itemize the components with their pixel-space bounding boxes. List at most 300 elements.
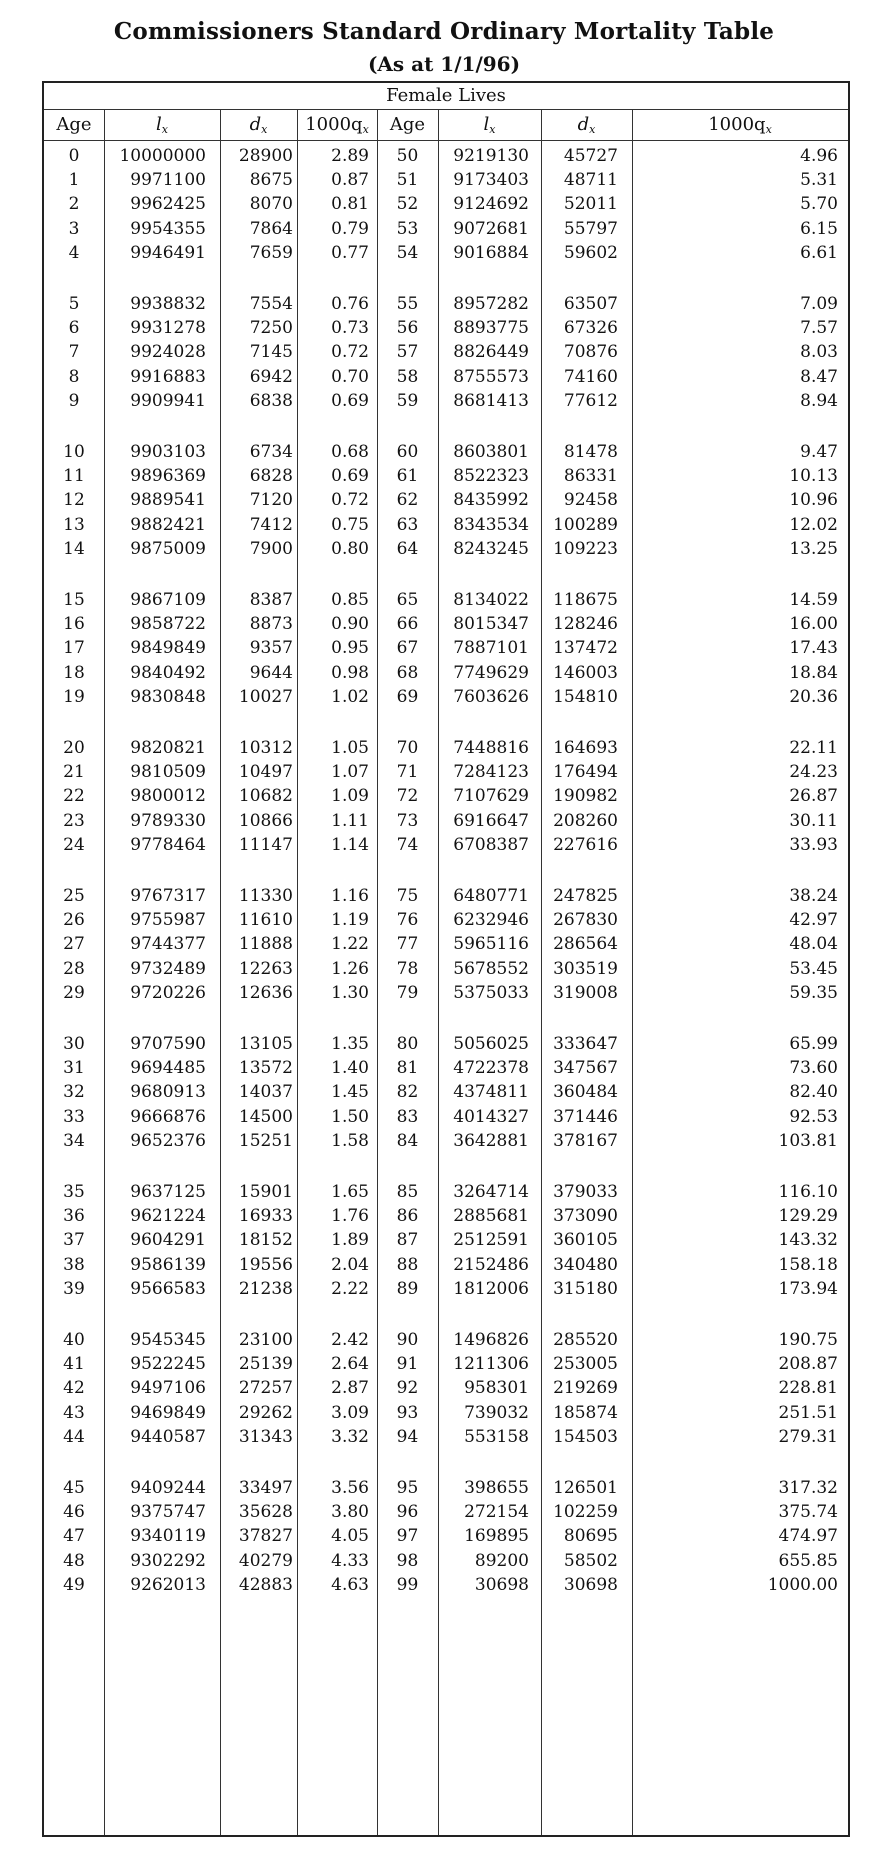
cell-dx-left: 11147 — [238, 834, 293, 855]
cell-dx-right: 81478 — [563, 442, 618, 462]
cell-lx-right: 4014327 — [453, 1106, 529, 1127]
cell-dx-left: 7145 — [249, 342, 293, 363]
cell-qx-right: 129.29 — [778, 1206, 838, 1227]
cell-qx-right: 279.31 — [778, 1426, 838, 1447]
cell-dx-left: 6828 — [249, 466, 293, 487]
cell-qx-left: 3.80 — [331, 1502, 369, 1523]
header-subscript: x — [161, 123, 168, 136]
cell-lx-left: 9778464 — [130, 834, 206, 855]
cell-age-right: 99 — [396, 1574, 419, 1595]
cell-dx-right: 154503 — [553, 1426, 618, 1447]
cell-age-left: 19 — [63, 686, 85, 707]
cell-qx-left: 3.32 — [331, 1426, 369, 1447]
cell-age-left: 23 — [63, 810, 85, 831]
cell-qx-left: 4.63 — [331, 1574, 369, 1595]
cell-dx-right: 109223 — [553, 538, 618, 559]
cell-dx-left: 33497 — [238, 1478, 293, 1498]
cell-qx-right: 158.18 — [778, 1254, 838, 1275]
cell-qx-left: 4.05 — [331, 1526, 369, 1547]
cell-dx-left: 7900 — [249, 538, 293, 559]
cell-lx-left: 9566583 — [130, 1278, 206, 1299]
cell-age-right: 64 — [396, 538, 419, 559]
cell-age-right: 75 — [396, 886, 419, 906]
cell-qx-right: 42.97 — [789, 910, 838, 931]
cell-age-right: 82 — [396, 1082, 419, 1103]
cell-age-left: 39 — [63, 1278, 85, 1299]
cell-dx-left: 14500 — [238, 1106, 293, 1127]
cell-lx-right: 8755573 — [453, 366, 529, 387]
cell-lx-left: 9680913 — [130, 1082, 206, 1103]
cell-age-right: 70 — [396, 738, 419, 758]
cell-dx-left: 7250 — [249, 318, 293, 339]
cell-dx-left: 11610 — [238, 910, 293, 931]
mortality-table — [42, 81, 850, 1837]
cell-dx-right: 340480 — [553, 1254, 618, 1275]
cell-qx-right: 655.85 — [778, 1550, 838, 1571]
header-dx-left — [220, 110, 297, 140]
cell-qx-right: 82.40 — [789, 1082, 838, 1103]
cell-qx-right: 375.74 — [778, 1502, 838, 1523]
cell-qx-right: 48.04 — [789, 934, 838, 955]
cell-qx-left: 2.89 — [331, 146, 369, 166]
cell-age-right: 66 — [396, 614, 419, 635]
header-lx-left — [104, 110, 220, 140]
cell-age-right: 87 — [396, 1230, 419, 1251]
cell-dx-right: 360484 — [553, 1082, 618, 1103]
cell-age-right: 94 — [396, 1426, 419, 1447]
cell-lx-left: 9962425 — [130, 194, 206, 215]
header-symbol: d — [249, 114, 262, 135]
cell-age-right: 63 — [396, 514, 419, 535]
cell-age-left: 44 — [63, 1426, 85, 1447]
cell-lx-left: 9732489 — [130, 958, 206, 979]
cell-dx-right: 190982 — [553, 786, 618, 807]
cell-dx-right: 154810 — [553, 686, 618, 707]
cell-qx-right: 190.75 — [778, 1330, 838, 1350]
cell-dx-right: 347567 — [553, 1058, 618, 1079]
cell-dx-right: 30698 — [563, 1574, 618, 1595]
cell-age-right: 74 — [396, 834, 419, 855]
cell-lx-right: 5056025 — [453, 1034, 529, 1054]
cell-qx-right: 24.23 — [789, 762, 838, 783]
cell-dx-right: 371446 — [553, 1106, 618, 1127]
cell-qx-right: 16.00 — [789, 614, 838, 635]
cell-age-right: 92 — [396, 1378, 419, 1399]
cell-lx-right: 1496826 — [453, 1330, 529, 1350]
cell-dx-left: 16933 — [238, 1206, 293, 1227]
cell-dx-left: 25139 — [238, 1354, 293, 1375]
cell-age-right: 95 — [396, 1478, 419, 1498]
cell-dx-left: 6734 — [249, 442, 293, 462]
cell-qx-left: 1.26 — [331, 958, 369, 979]
cell-dx-right: 176494 — [553, 762, 618, 783]
cell-qx-left: 0.90 — [331, 614, 369, 635]
cell-age-right: 80 — [396, 1034, 419, 1054]
cell-age-left: 11 — [63, 466, 85, 487]
cell-age-left: 20 — [63, 738, 85, 758]
cell-lx-right: 7284123 — [453, 762, 529, 783]
cell-lx-right: 272154 — [464, 1502, 529, 1523]
cell-lx-right: 8826449 — [453, 342, 529, 363]
cell-lx-left: 9469849 — [130, 1402, 206, 1423]
header-divider — [44, 140, 848, 141]
cell-qx-right: 251.51 — [778, 1402, 838, 1423]
cell-dx-right: 70876 — [563, 342, 618, 363]
cell-lx-right: 4722378 — [453, 1058, 529, 1079]
cell-lx-left: 9767317 — [130, 886, 206, 906]
cell-dx-left: 13105 — [238, 1034, 293, 1054]
header-1000qx-left — [297, 110, 377, 140]
cell-qx-right: 10.96 — [789, 490, 838, 511]
cell-age-left: 40 — [63, 1330, 85, 1350]
cell-age-right: 56 — [396, 318, 419, 339]
header-age-left: Age — [56, 114, 92, 135]
cell-lx-left: 9867109 — [130, 590, 206, 610]
cell-dx-right: 48711 — [563, 170, 618, 191]
cell-qx-right: 173.94 — [778, 1278, 838, 1299]
cell-qx-left: 3.56 — [331, 1478, 369, 1498]
cell-age-left: 18 — [63, 662, 85, 683]
cell-qx-right: 33.93 — [789, 834, 838, 855]
cell-dx-right: 247825 — [553, 886, 618, 906]
header-symbol: 1000q — [305, 114, 363, 135]
cell-age-right: 91 — [396, 1354, 419, 1375]
cell-age-left: 21 — [63, 762, 85, 783]
cell-age-right: 76 — [396, 910, 419, 931]
cell-lx-left: 9707590 — [130, 1034, 206, 1054]
cell-qx-left: 0.68 — [331, 442, 369, 462]
cell-age-left: 3 — [68, 218, 80, 239]
cell-lx-left: 9858722 — [130, 614, 206, 635]
cell-lx-left: 9720226 — [130, 982, 206, 1003]
cell-dx-right: 253005 — [553, 1354, 618, 1375]
cell-dx-right: 126501 — [553, 1478, 618, 1498]
table-subtitle: (As at 1/1/96) — [367, 52, 521, 76]
cell-dx-right: 227616 — [553, 834, 618, 855]
cell-dx-left: 9644 — [249, 662, 293, 683]
cell-lx-right: 5375033 — [453, 982, 529, 1003]
cell-lx-left: 9946491 — [130, 242, 206, 263]
cell-dx-right: 52011 — [563, 194, 618, 215]
cell-dx-left: 40279 — [238, 1550, 293, 1571]
cell-dx-left: 18152 — [238, 1230, 293, 1251]
cell-age-left: 29 — [63, 982, 85, 1003]
cell-lx-right: 2152486 — [453, 1254, 529, 1275]
cell-lx-left: 9586139 — [130, 1254, 206, 1275]
cell-age-right: 83 — [396, 1106, 419, 1127]
cell-qx-left: 1.65 — [331, 1182, 369, 1202]
cell-lx-left: 9931278 — [130, 318, 206, 339]
cell-qx-right: 4.96 — [800, 146, 838, 166]
cell-dx-right: 164693 — [553, 738, 618, 758]
table-grid — [44, 110, 848, 1835]
cell-lx-right: 5965116 — [453, 934, 529, 955]
cell-qx-right: 8.03 — [800, 342, 838, 363]
cell-age-left: 42 — [63, 1378, 85, 1399]
cell-age-left: 16 — [63, 614, 85, 635]
cell-qx-left: 0.95 — [331, 638, 369, 659]
cell-age-right: 78 — [396, 958, 419, 979]
header-subscript: x — [261, 123, 268, 136]
cell-lx-left: 9744377 — [130, 934, 206, 955]
cell-lx-left: 9875009 — [130, 538, 206, 559]
cell-qx-right: 38.24 — [789, 886, 838, 906]
cell-dx-right: 267830 — [553, 910, 618, 931]
cell-qx-right: 73.60 — [789, 1058, 838, 1079]
cell-age-left: 17 — [63, 638, 85, 659]
cell-qx-right: 7.09 — [800, 294, 838, 314]
cell-dx-left: 11888 — [238, 934, 293, 955]
cell-dx-left: 27257 — [238, 1378, 293, 1399]
cell-qx-left: 0.81 — [331, 194, 369, 215]
cell-dx-right: 219269 — [553, 1378, 618, 1399]
cell-lx-left: 9694485 — [130, 1058, 206, 1079]
cell-qx-right: 59.35 — [789, 982, 838, 1003]
cell-qx-right: 116.10 — [778, 1182, 838, 1202]
cell-dx-right: 80695 — [563, 1526, 618, 1547]
cell-lx-left: 9916883 — [130, 366, 206, 387]
cell-qx-left: 1.22 — [331, 934, 369, 955]
cell-qx-left: 2.22 — [331, 1278, 369, 1299]
cell-age-left: 24 — [63, 834, 85, 855]
header-1000qx-right — [632, 110, 848, 140]
cell-lx-left: 9545345 — [130, 1330, 206, 1350]
cell-dx-right: 185874 — [553, 1402, 618, 1423]
cell-lx-left: 9882421 — [130, 514, 206, 535]
cell-qx-right: 17.43 — [789, 638, 838, 659]
cell-dx-left: 8387 — [249, 590, 293, 610]
cell-lx-right: 9173403 — [453, 170, 529, 191]
cell-age-left: 15 — [63, 590, 85, 610]
cell-qx-left: 1.45 — [331, 1082, 369, 1103]
cell-qx-left: 0.85 — [331, 590, 369, 610]
header-symbol: l — [483, 114, 490, 135]
cell-dx-right: 333647 — [553, 1034, 618, 1054]
cell-age-right: 71 — [396, 762, 419, 783]
cell-qx-left: 1.02 — [331, 686, 369, 707]
header-symbol: l — [156, 114, 162, 135]
cell-age-left: 47 — [63, 1526, 85, 1547]
cell-dx-left: 10312 — [238, 738, 293, 758]
cell-dx-right: 128246 — [553, 614, 618, 635]
cell-lx-right: 9072681 — [453, 218, 529, 239]
table-title: Commissioners Standard Ordinary Mortality Table — [113, 18, 775, 45]
cell-qx-left: 2.87 — [331, 1378, 369, 1399]
header-symbol: 1000q — [708, 114, 766, 135]
cell-dx-left: 37827 — [238, 1526, 293, 1547]
cell-qx-right: 20.36 — [789, 686, 838, 707]
cell-qx-left: 0.76 — [331, 294, 369, 314]
cell-qx-left: 1.07 — [331, 762, 369, 783]
cell-qx-right: 9.47 — [800, 442, 838, 462]
cell-lx-right: 9219130 — [453, 146, 529, 166]
cell-age-left: 28 — [63, 958, 85, 979]
cell-dx-left: 8675 — [249, 170, 293, 191]
cell-dx-left: 10866 — [238, 810, 293, 831]
cell-lx-right: 958301 — [464, 1378, 529, 1399]
cell-dx-right: 86331 — [563, 466, 618, 487]
cell-dx-left: 10497 — [238, 762, 293, 783]
cell-age-right: 51 — [396, 170, 419, 191]
cell-dx-right: 285520 — [553, 1330, 618, 1350]
cell-lx-right: 6232946 — [453, 910, 529, 931]
cell-qx-left: 0.72 — [331, 342, 369, 363]
cell-dx-left: 12263 — [238, 958, 293, 979]
cell-age-right: 59 — [396, 390, 419, 411]
cell-dx-right: 100289 — [553, 514, 618, 535]
cell-lx-right: 9016884 — [453, 242, 529, 263]
cell-lx-right: 8603801 — [453, 442, 529, 462]
cell-age-left: 48 — [63, 1550, 85, 1571]
cell-dx-right: 92458 — [563, 490, 618, 511]
cell-lx-left: 9409244 — [130, 1478, 206, 1498]
cell-qx-left: 1.11 — [331, 810, 369, 831]
cell-dx-left: 10682 — [238, 786, 293, 807]
cell-lx-right: 8957282 — [453, 294, 529, 314]
cell-dx-right: 303519 — [553, 958, 618, 979]
cell-dx-left: 8873 — [249, 614, 293, 635]
cell-lx-left: 9340119 — [130, 1526, 206, 1547]
cell-age-right: 98 — [396, 1550, 419, 1571]
cell-dx-left: 28900 — [238, 146, 293, 166]
cell-qx-left: 2.64 — [331, 1354, 369, 1375]
cell-dx-left: 7864 — [249, 218, 293, 239]
cell-dx-right: 58502 — [563, 1550, 618, 1571]
cell-qx-left: 0.87 — [331, 170, 369, 191]
cell-age-right: 97 — [396, 1526, 419, 1547]
cell-age-right: 77 — [396, 934, 419, 955]
cell-age-right: 96 — [396, 1502, 419, 1523]
cell-age-left: 10 — [63, 442, 85, 462]
cell-lx-right: 4374811 — [453, 1082, 529, 1103]
cell-age-right: 84 — [396, 1130, 419, 1151]
cell-lx-left: 9604291 — [130, 1230, 206, 1251]
cell-age-left: 1 — [68, 170, 80, 191]
cell-lx-left: 9440587 — [130, 1426, 206, 1447]
cell-age-right: 58 — [396, 366, 419, 387]
cell-qx-right: 1000.00 — [767, 1574, 838, 1595]
header-dx-right — [541, 110, 632, 140]
cell-age-left: 34 — [63, 1130, 85, 1151]
cell-lx-right: 8134022 — [453, 590, 529, 610]
cell-age-left: 32 — [63, 1082, 85, 1103]
cell-qx-left: 0.69 — [331, 390, 369, 411]
cell-age-right: 89 — [396, 1278, 419, 1299]
cell-dx-right: 74160 — [563, 366, 618, 387]
cell-qx-right: 26.87 — [789, 786, 838, 807]
cell-age-right: 79 — [396, 982, 419, 1003]
cell-qx-left: 1.89 — [331, 1230, 369, 1251]
cell-age-right: 55 — [396, 294, 419, 314]
cell-lx-right: 169895 — [464, 1526, 529, 1547]
cell-lx-right: 553158 — [464, 1426, 529, 1447]
cell-qx-left: 1.19 — [331, 910, 369, 931]
cell-qx-left: 1.05 — [331, 738, 369, 758]
cell-dx-right: 378167 — [553, 1130, 618, 1151]
cell-lx-right: 8522323 — [453, 466, 529, 487]
cell-dx-left: 13572 — [238, 1058, 293, 1079]
cell-lx-left: 9903103 — [130, 442, 206, 462]
cell-age-right: 53 — [396, 218, 419, 239]
cell-dx-left: 15901 — [238, 1182, 293, 1202]
cell-lx-right: 398655 — [464, 1478, 529, 1498]
cell-dx-left: 8070 — [249, 194, 293, 215]
cell-lx-left: 9924028 — [130, 342, 206, 363]
cell-lx-right: 6480771 — [453, 886, 529, 906]
cell-age-left: 2 — [68, 194, 80, 215]
cell-lx-left: 9652376 — [130, 1130, 206, 1151]
cell-lx-right: 8435992 — [453, 490, 529, 511]
cell-qx-right: 18.84 — [789, 662, 838, 683]
cell-lx-left: 10000000 — [119, 146, 206, 166]
cell-qx-right: 317.32 — [778, 1478, 838, 1498]
cell-age-left: 35 — [63, 1182, 85, 1202]
cell-qx-left: 0.80 — [331, 538, 369, 559]
cell-dx-right: 63507 — [563, 294, 618, 314]
cell-qx-left: 2.04 — [331, 1254, 369, 1275]
cell-age-left: 0 — [68, 146, 80, 166]
cell-qx-right: 14.59 — [789, 590, 838, 610]
cell-lx-right: 7107629 — [453, 786, 529, 807]
cell-qx-right: 5.70 — [800, 194, 838, 215]
cell-age-right: 73 — [396, 810, 419, 831]
cell-lx-right: 8343534 — [453, 514, 529, 535]
cell-age-left: 30 — [63, 1034, 85, 1054]
cell-dx-right: 286564 — [553, 934, 618, 955]
cell-age-left: 12 — [63, 490, 85, 511]
cell-age-right: 86 — [396, 1206, 419, 1227]
cell-lx-left: 9621224 — [130, 1206, 206, 1227]
cell-qx-right: 22.11 — [789, 738, 838, 758]
cell-dx-left: 21238 — [238, 1278, 293, 1299]
cell-qx-left: 0.70 — [331, 366, 369, 387]
cell-age-right: 85 — [396, 1182, 419, 1202]
cell-age-right: 67 — [396, 638, 419, 659]
cell-lx-left: 9889541 — [130, 490, 206, 511]
header-subscript: x — [589, 123, 596, 136]
cell-dx-left: 7412 — [249, 514, 293, 535]
cell-lx-right: 8243245 — [453, 538, 529, 559]
cell-age-left: 4 — [68, 242, 80, 263]
cell-qx-left: 1.14 — [331, 834, 369, 855]
cell-age-left: 37 — [63, 1230, 85, 1251]
cell-lx-left: 9849849 — [130, 638, 206, 659]
header-symbol: d — [577, 114, 590, 135]
cell-age-left: 13 — [63, 514, 85, 535]
cell-age-right: 68 — [396, 662, 419, 683]
cell-age-right: 81 — [396, 1058, 419, 1079]
cell-age-right: 65 — [396, 590, 419, 610]
cell-qx-left: 0.75 — [331, 514, 369, 535]
cell-qx-left: 0.69 — [331, 466, 369, 487]
cell-dx-left: 6838 — [249, 390, 293, 411]
cell-age-left: 41 — [63, 1354, 85, 1375]
cell-qx-left: 0.77 — [331, 242, 369, 263]
cell-qx-right: 6.61 — [800, 242, 838, 263]
cell-qx-right: 103.81 — [778, 1130, 838, 1151]
cell-lx-left: 9375747 — [130, 1502, 206, 1523]
header-subscript: x — [489, 123, 496, 136]
cell-qx-left: 1.50 — [331, 1106, 369, 1127]
cell-dx-right: 137472 — [553, 638, 618, 659]
cell-lx-right: 89200 — [474, 1550, 529, 1571]
header-lx-right — [438, 110, 541, 140]
cell-age-right: 57 — [396, 342, 419, 363]
cell-lx-left: 9666876 — [130, 1106, 206, 1127]
cell-age-left: 25 — [63, 886, 85, 906]
cell-qx-right: 30.11 — [789, 810, 838, 831]
cell-qx-right: 65.99 — [789, 1034, 838, 1054]
